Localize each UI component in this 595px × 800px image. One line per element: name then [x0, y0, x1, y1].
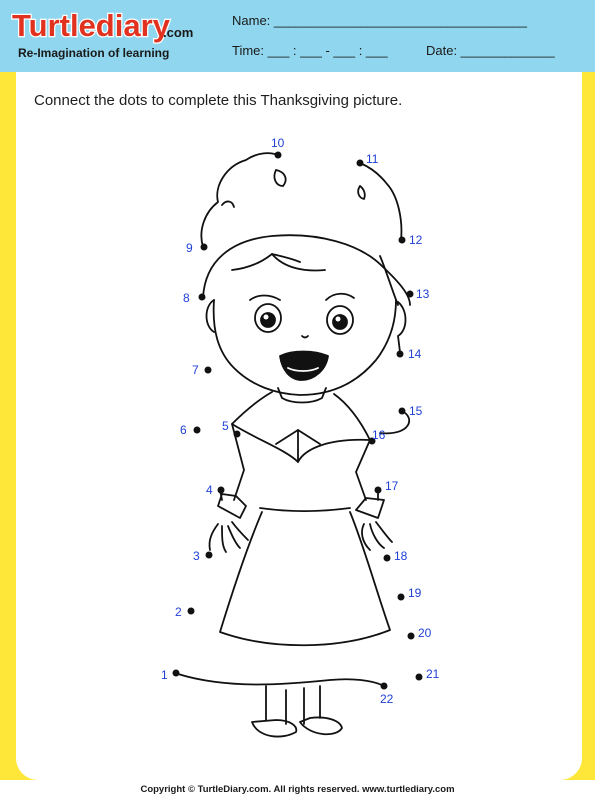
dot-label-21: 21 [426, 667, 440, 681]
dot-label-10: 10 [271, 136, 285, 150]
tagline: Re-Imagination of learning [18, 46, 170, 60]
logo-suffix: .com [163, 25, 194, 40]
time-field[interactable]: Time: ___ : ___ - ___ : ___ [232, 43, 388, 58]
dot-label-13: 13 [416, 287, 430, 301]
dot-label-15: 15 [409, 404, 423, 418]
dot-label-9: 9 [186, 241, 193, 255]
instruction-text: Connect the dots to complete this Thanksgiving picture. [34, 92, 403, 109]
dot-label-11: 11 [366, 152, 379, 166]
dot-label-3: 3 [193, 549, 200, 563]
dot-label-22: 22 [380, 692, 394, 706]
dot-label-19: 19 [408, 586, 422, 600]
dot-label-8: 8 [183, 291, 190, 305]
dot-label-20: 20 [418, 626, 432, 640]
dot-label-16: 16 [372, 428, 386, 442]
logo-text: Turtlediary [12, 8, 170, 43]
dot-label-2: 2 [175, 605, 182, 619]
dot-label-4: 4 [206, 483, 213, 497]
dot-label-6: 6 [180, 423, 187, 437]
dot-label-12: 12 [409, 233, 423, 247]
dot-label-17: 17 [385, 479, 399, 493]
dot-label-1: 1 [161, 668, 168, 682]
copyright-footer: Copyright © TurtleDiary.com. All rights reserved. www.turtlediary.com [0, 780, 595, 800]
dot-label-18: 18 [394, 549, 408, 563]
dot-label-14: 14 [408, 347, 422, 361]
dot-label-5: 5 [222, 419, 229, 433]
date-field[interactable]: Date: _____________ [426, 43, 555, 58]
dot-label-7: 7 [192, 363, 199, 377]
name-field[interactable]: Name: ___________________________________ [232, 13, 527, 28]
dot-points [173, 152, 423, 690]
